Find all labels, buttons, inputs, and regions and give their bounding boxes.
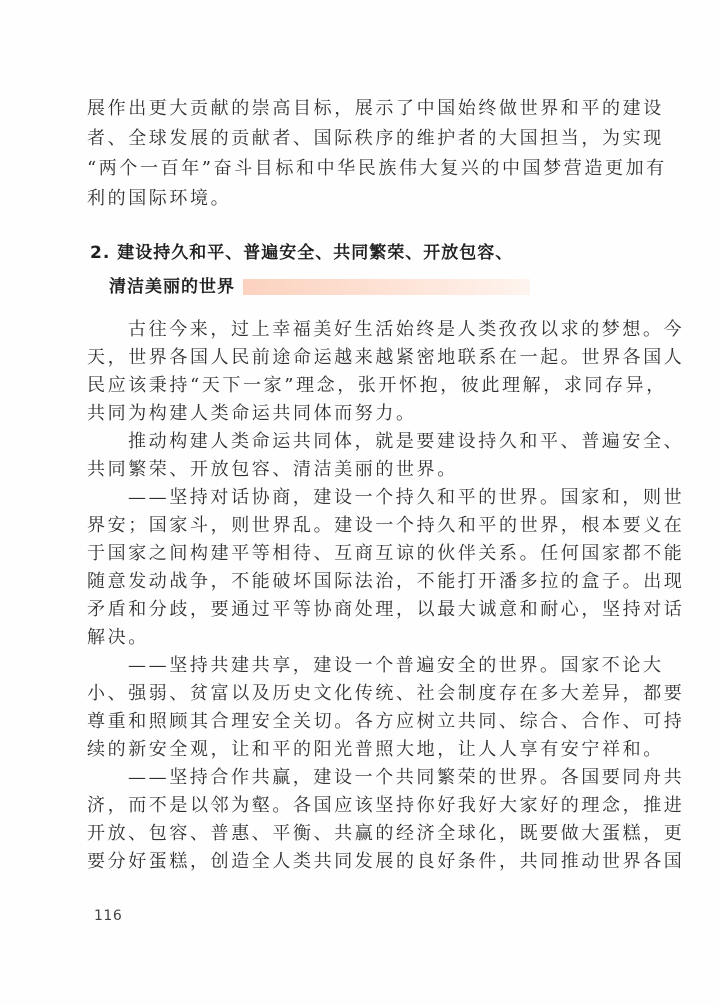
text-line: 济，而不是以邻为壑。各国应该坚持你好我好大家好的理念，推进 xyxy=(87,795,685,816)
text-line: 界安；国家斗，则世界乱。建设一个持久和平的世界，根本要义在 xyxy=(87,515,685,536)
paragraph-first-line: ——坚持共建共享，建设一个普遍安全的世界。国家不论大 xyxy=(128,655,664,676)
page-number: 116 xyxy=(94,908,123,924)
text-line: “两个一百年”奋斗目标和中华民族伟大复兴的中国梦营造更加有 xyxy=(87,158,667,179)
section-number: 2. xyxy=(90,243,111,263)
text-line: 于国家之间构建平等相待、互商互谅的伙伴关系。任何国家都不能 xyxy=(87,543,685,564)
text-line: 随意发动战争，不能破坏国际法治，不能打开潘多拉的盒子。出现 xyxy=(87,571,685,592)
text-line: 要分好蛋糕，创造全人类共同发展的良好条件，共同推动世界各国 xyxy=(87,851,685,872)
paragraph-first-line: ——坚持合作共赢，建设一个共同繁荣的世界。各国要同舟共 xyxy=(128,767,685,788)
continued-paragraph xyxy=(87,94,667,214)
text-line: 续的新安全观，让和平的阳光普照大地，让人人享有安宁祥和。 xyxy=(87,739,664,760)
text-line: 民应该秉持“天下一家”理念，张开怀抱，彼此理解，求同存异， xyxy=(87,375,667,396)
text-line: 展作出更大贡献的崇高目标，展示了中国始终做世界和平的建设 xyxy=(87,98,664,119)
paragraph-first-line: 推动构建人类命运共同体，就是要建设持久和平、普遍安全、 xyxy=(128,431,685,452)
paragraph-first-line: ——坚持对话协商，建设一个持久和平的世界。国家和，则世 xyxy=(128,487,685,508)
text-line: 尊重和照顾其合理安全关切。各方应树立共同、综合、合作、可持 xyxy=(87,711,685,732)
text-line: 开放、包容、普惠、平衡、共赢的经济全球化，既要做大蛋糕，更 xyxy=(87,823,685,844)
section-title-part-1: 建设持久和平、普遍安全、共同繁荣、开放包容、 xyxy=(117,243,514,263)
text-line: 利的国际环境。 xyxy=(87,188,232,209)
text-line: 共同为构建人类命运共同体而努力。 xyxy=(87,403,417,424)
text-line: 小、强弱、贫富以及历史文化传统、社会制度存在多大差异，都要 xyxy=(87,683,685,704)
text-line: 者、全球发展的贡献者、国际秩序的维护者的大国担当，为实现 xyxy=(87,128,664,149)
text-line: 解决。 xyxy=(87,627,149,648)
section-heading xyxy=(90,236,530,304)
paragraph-first-line: 古往今来，过上幸福美好生活始终是人类孜孜以求的梦想。今 xyxy=(128,319,685,340)
text-line: 矛盾和分歧，要通过平等协商处理，以最大诚意和耐心，坚持对话 xyxy=(87,599,685,620)
body-text xyxy=(87,316,685,876)
section-heading-line-2 xyxy=(90,270,530,304)
text-line: 天，世界各国人民前途命运越来越紧密地联系在一起。世界各国人 xyxy=(87,347,685,368)
section-title-part-2: 清洁美丽的世界 xyxy=(109,277,235,297)
text-line: 共同繁荣、开放包容、清洁美丽的世界。 xyxy=(87,459,458,480)
section-heading-line-1 xyxy=(90,236,530,270)
heading-decoration-bar xyxy=(243,279,530,295)
